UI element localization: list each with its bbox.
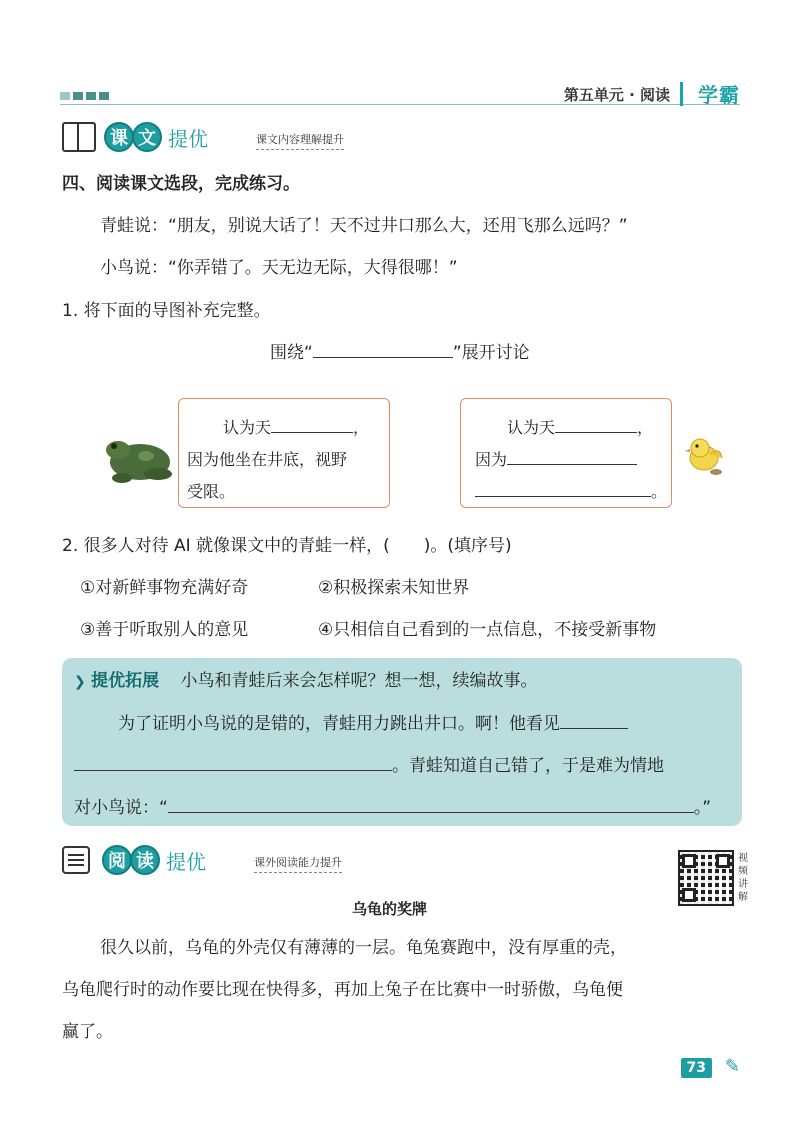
frog-line1-comma: ， xyxy=(353,418,370,437)
section-pill xyxy=(104,122,160,152)
topic-suffix: ”展开讨论 xyxy=(452,343,530,363)
frog-box-line-3: 受限。 xyxy=(187,482,236,501)
bird-sky-blank[interactable] xyxy=(555,432,637,433)
brand-logo: 学霸 xyxy=(698,83,740,107)
story-line-2: 乌龟爬行时的动作要比现在快得多，再加上兔子在比赛中一时骄傲，乌龟便 xyxy=(62,980,623,1000)
option-4: ④只相信自己看到的一点信息，不接受新事物 xyxy=(318,620,657,640)
topic-blank[interactable] xyxy=(313,357,453,358)
bird-box-line-3 xyxy=(475,479,667,502)
bird-line2-text: 因为 xyxy=(475,450,508,469)
frog-box-line-1 xyxy=(223,415,369,438)
question-2-stem xyxy=(62,538,512,555)
extension-line-2 xyxy=(74,758,664,775)
q2-stem-before: 2. 很多人对待 AI 就像课文中的青蛙一样，( xyxy=(62,536,390,556)
pill-char: 课 xyxy=(104,122,134,152)
extension-line3-end: 。” xyxy=(693,798,712,818)
bird-box-line-1 xyxy=(507,415,653,438)
book-icon xyxy=(62,122,96,152)
story-title: 乌龟的奖牌 xyxy=(352,900,428,918)
frog-box-line-2: 因为他坐在井底，视野 xyxy=(187,450,348,469)
pencil-icon: ✎ xyxy=(724,1056,740,1077)
passage-paragraph-1: 青蛙说：“朋友，别说大话了！天不过井口那么大，还用飞那么远吗？” xyxy=(100,216,628,236)
story-line-3: 赢了。 xyxy=(62,1022,113,1042)
option-1: ①对新鲜事物充满好奇 xyxy=(80,578,249,598)
extension-line1-text: 为了证明小鸟说的是错的，青蛙用力跳出井口。啊！他看见 xyxy=(118,714,560,734)
option-2: ②积极探索未知世界 xyxy=(318,578,470,598)
extension-blank-2[interactable] xyxy=(74,770,392,771)
extension-header xyxy=(74,673,538,690)
section-header-text xyxy=(62,122,344,152)
section-title: 提优 xyxy=(166,849,206,874)
extension-tag: 提优拓展 xyxy=(91,671,160,691)
extension-prompt: 小鸟和青蛙后来会怎样呢？想一想，续编故事。 xyxy=(180,671,538,691)
qr-code-icon[interactable] xyxy=(678,850,734,906)
story-line-1: 很久以前，乌龟的外壳仅有薄薄的一层。龟兔赛跑中，没有厚重的壳， xyxy=(100,938,627,958)
pill-char: 文 xyxy=(132,122,162,152)
bird-reason-blank-2[interactable] xyxy=(475,496,651,497)
extension-line-3 xyxy=(74,800,711,817)
option-3: ③善于听取别人的意见 xyxy=(80,620,249,640)
question-heading: 四、阅读课文选段，完成练习。 xyxy=(62,174,300,194)
section-header-reading xyxy=(62,845,342,875)
section-title: 提优 xyxy=(168,126,208,151)
frog-view-box xyxy=(178,398,390,508)
unit-title: 第五单元 · 阅读 xyxy=(563,86,670,104)
section-subtitle: 课外阅读能力提升 xyxy=(254,854,342,873)
bird-line1-text: 认为天 xyxy=(507,418,556,437)
section-pill xyxy=(102,845,158,875)
pill-char: 读 xyxy=(130,845,160,875)
section-subtitle: 课文内容理解提升 xyxy=(256,131,344,150)
header-decoration xyxy=(60,92,109,100)
chevron-right-icon: ❯ xyxy=(74,674,86,690)
extension-blank-3[interactable] xyxy=(168,812,694,813)
frog-illustration xyxy=(98,428,180,490)
extension-line3-text: 对小鸟说：“ xyxy=(74,798,168,818)
frog-sky-blank[interactable] xyxy=(271,432,353,433)
qr-label: 视频讲解 xyxy=(738,853,748,903)
pill-char: 阅 xyxy=(102,845,132,875)
brand-divider xyxy=(680,82,683,106)
bird-line1-comma: ， xyxy=(637,418,654,437)
bird-view-box xyxy=(460,398,672,508)
list-icon xyxy=(62,846,94,874)
bird-reason-blank-1[interactable] xyxy=(507,464,637,465)
topic-prefix: 围绕“ xyxy=(270,343,313,363)
page-number: 73 xyxy=(681,1058,712,1078)
bird-illustration xyxy=(682,432,728,478)
passage-paragraph-2: 小鸟说：“你弄错了。天无边无际，大得很哪！” xyxy=(100,258,458,278)
mindmap-topic xyxy=(270,345,530,362)
extension-blank-1[interactable] xyxy=(560,728,628,729)
bird-box-line-2 xyxy=(475,447,637,470)
extension-line2-text: 。青蛙知道自己错了，于是难为情地 xyxy=(392,756,664,776)
frog-line1-text: 认为天 xyxy=(223,418,272,437)
bird-line3-period: 。 xyxy=(651,482,668,501)
question-1-stem: 1. 将下面的导图补充完整。 xyxy=(62,301,271,321)
extension-line-1 xyxy=(118,716,628,733)
q2-stem-after: )。(填序号) xyxy=(423,536,512,556)
